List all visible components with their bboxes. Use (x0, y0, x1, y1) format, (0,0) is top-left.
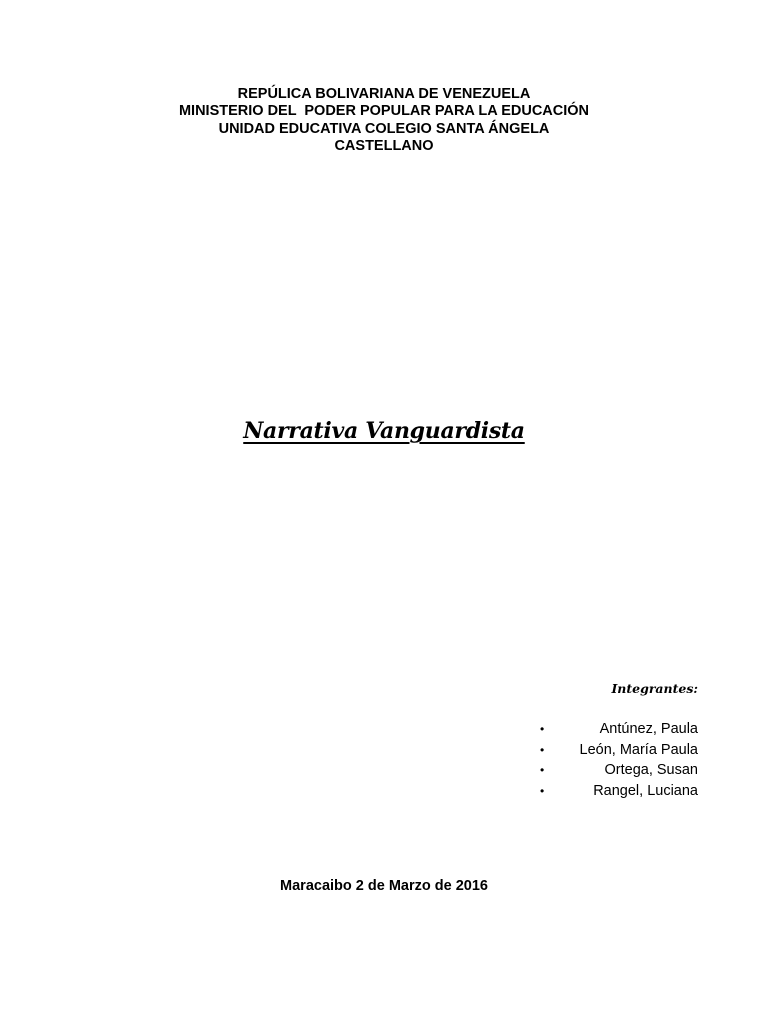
bullet-icon: • (540, 763, 545, 778)
list-item (540, 760, 698, 781)
place-and-date: Maracaibo 2 de Marzo de 2016 (280, 878, 488, 894)
list-item (540, 781, 698, 802)
member-name: Ortega, Susan (604, 762, 698, 779)
members-list (540, 719, 698, 801)
bullet-icon: • (540, 722, 545, 736)
member-name: Rangel, Luciana (593, 782, 698, 799)
bullet-icon: • (540, 742, 545, 757)
institution-header (0, 86, 768, 155)
bullet-icon: • (540, 783, 545, 798)
header-ministry: MINISTERIO DEL PODER POPULAR PARA LA EDUCACIÓN (178, 103, 590, 120)
document-title: Narrativa Vanguardista (243, 418, 525, 444)
member-name: León, María Paula (579, 741, 698, 758)
header-subject: CASTELLANO (334, 137, 434, 154)
header-country: REPÚLICA BOLIVARIANA DE VENEZUELA (237, 86, 531, 102)
list-item (540, 719, 698, 740)
header-school: UNIDAD EDUCATIVA COLEGIO SANTA ÁNGELA (218, 120, 550, 137)
members-label: Integrantes: (611, 681, 698, 696)
member-name: Antúnez, Paula (599, 721, 698, 737)
list-item (540, 740, 698, 761)
